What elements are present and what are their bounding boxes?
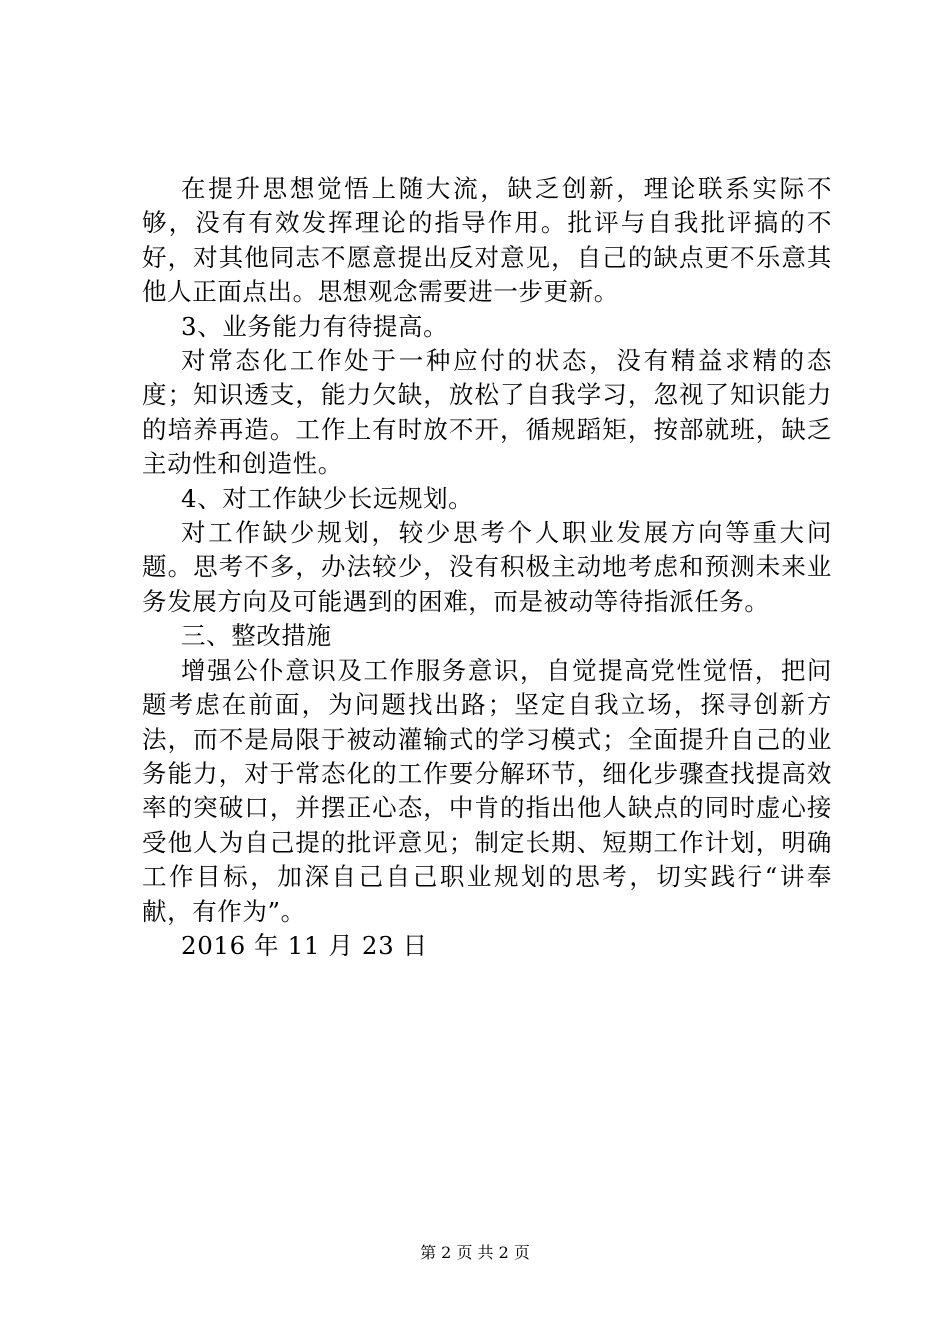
paragraph-long-term-planning: 对工作缺少规划，较少思考个人职业发展方向等重大问题。思考不多，办法较少，没有积极主动地考虑和预测未来业务发展方向及可能遇到的困难，而是被动等待指派任务。 (142, 518, 832, 616)
paragraph-business-ability: 对常态化工作处于一种应付的状态，没有精益求精的态度；知识透支，能力欠缺，放松了自我学习，忽视了知识能力的培养再造。工作上有时放不开，循规蹈矩，按部就班，缺乏主动性和创造性。 (142, 346, 832, 479)
heading-rectification-measures: 三、整改措施 (181, 621, 332, 651)
heading-business-ability: 3、业务能力有待提高。 (181, 311, 449, 341)
heading-long-term-planning: 4、对工作缺少长远规划。 (181, 483, 474, 513)
document-body (142, 172, 832, 963)
document-date: 2016 年 11 月 23 日 (181, 930, 428, 960)
paragraph-rectification-measures: 增强公仆意识及工作服务意识，自觉提高党性觉悟，把问题考虑在前面，为问题找出路；坚定自我立场，探寻创新方法，而不是局限于被动灌输式的学习模式；全面提升自己的业务能力，对于常态化的工作要分解环节，细化步骤查找提高效率的突破口，并摆正心态，中肯的指出他人缺点的同时虚心接受他人为自己提的批评意见；制定长期、短期工作计划，明确工作目标，加深自己自己职业规划的思考，切实践行“讲奉献，有作为”。 (142, 655, 832, 926)
paragraph-thought-awareness: 在提升思想觉悟上随大流，缺乏创新，理论联系实际不够，没有有效发挥理论的指导作用。批评与自我批评搞的不好，对其他同志不愿意提出反对意见，自己的缺点更不乐意其他人正面点出。思想观念需要进一步更新。 (142, 174, 832, 307)
page-footer (0, 1243, 950, 1263)
page-number-label: 第 2 页 共 2 页 (420, 1243, 530, 1262)
